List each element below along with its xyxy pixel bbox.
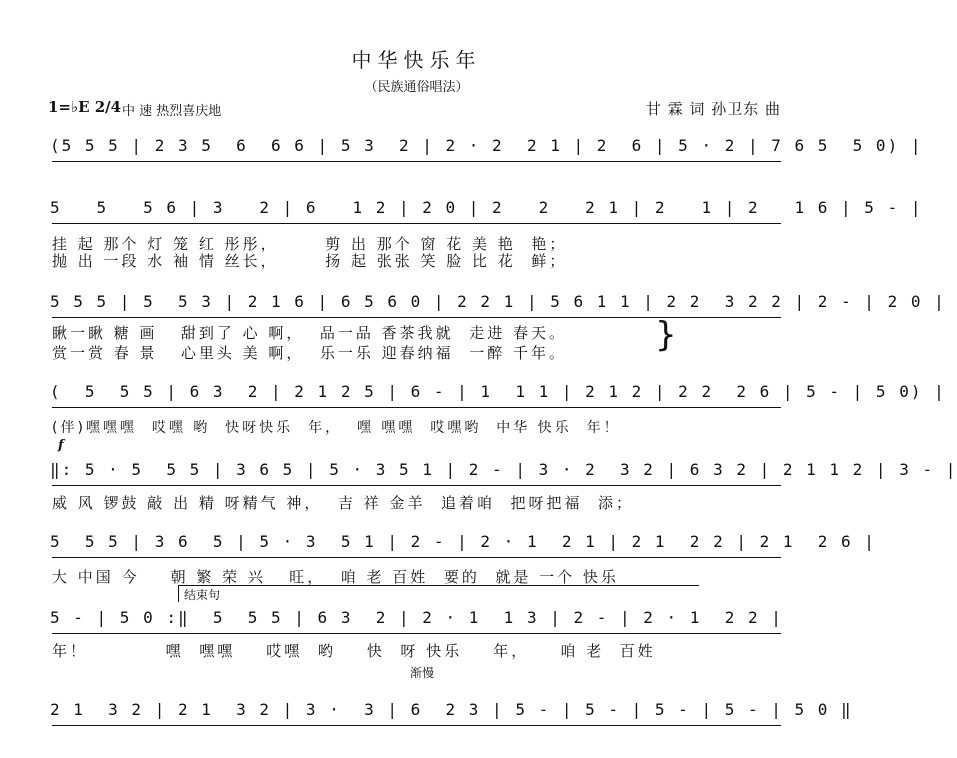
notation-line-2: 5 5 5 6 | 3 2 | 6 1 2 | 2 0 | 2 2 2 1 | 2 1 | 2 1 6 | 5 - | [50,198,923,217]
score-line-1 [0,126,923,164]
song-title: 中华快乐年 [351,48,482,72]
staff-rule [52,485,781,486]
lyric-chorus: (伴)嘿嘿嘿 哎嘿 哟 快呀快乐 年， 嘿 嘿嘿 哎嘿哟 中华 快乐 年！ [52,420,621,436]
notation-line-4: ( 5 5 5 | 6 3 2 | 2 1 2 5 | 6 - | 1 1 1 | 2 1 2 | 2 2 2 6 | 5 - | 5 0) | [50,382,946,401]
credits: 甘 霖 词 孙卫东 曲 [645,100,781,118]
score-line-6 [0,522,876,560]
score-line-5 [0,450,957,488]
staff-rule [52,557,781,558]
notation-line-5: ‖: 5 · 5 5 5 | 3 6 5 | 5 · 3 5 1 | 2 - | 3 · 2 3 2 | 6 3 2 | 2 1 1 2 | 3 - | [50,460,957,479]
lyric-verse-2-line-1: 抛 出 一段 水 袖 情 丝长， 扬 起 张张 笑 脸 比 花 鲜； [52,252,568,270]
notation-line-6: 5 5 5 | 3 6 5 | 5 · 3 5 1 | 2 - | 2 · 1 2 1 | 2 1 2 2 | 2 1 2 6 | [50,532,876,551]
tempo-marking: 中 速 热烈喜庆地 [122,104,222,119]
staff-rule [52,161,781,162]
score-line-7 [0,598,833,636]
ritardando-label: 渐慢 [410,666,435,680]
key-signature: 1=♭E 2/4 [48,98,122,116]
notation-line-1: (5 5 5 | 2 3 5 6 6 6 | 5 3 2 | 2 · 2 2 1 | 2 6 | 5 · 2 | 7 6 5 5 0) | [50,136,923,155]
lyric-line-5: 威 风 锣鼓 敲 出 精 呀精气 神， 吉 祥 金羊 追着咱 把呀把福 添； [52,494,635,512]
lyric-line-7: 年！ 嘿 嘿嘿 哎嘿 哟 快 呀 快乐 年， 咱 老 百姓 [52,642,656,660]
lyric-verse-2-line-2: 赏一赏 春 景 心里头 美 啊， 乐一乐 迎春纳福 一醉 千年。 [52,344,567,362]
lyric-verse-1-line-2: 瞅一瞅 糖 画 甜到了 心 啊， 品一品 香茶我就 走进 春天。 [52,324,567,342]
staff-rule [52,223,781,224]
notation-line-7: 5 - | 5 0 :‖ 5 5 5 | 6 3 2 | 2 · 1 1 3 | 2 - | 2 · 1 2 2 | [50,608,783,627]
staff-rule [52,725,781,726]
lyric-verse-1-line-1: 挂 起 那个 灯 笼 红 彤彤， 剪 出 那个 窗 花 美 艳 艳； [52,235,568,253]
song-subtitle: （民族通俗唱法） [364,80,469,95]
notation-line-8: 2 1 3 2 | 2 1 3 2 | 3 · 3 | 6 2 3 | 5 - | 5 - | 5 - | 5 - | 5 0 ‖ [50,700,853,719]
score-line-2 [0,188,923,226]
ending-label: 结束句 [184,588,221,602]
lyric-line-6: 大 中国 今 朝 繁 荣 兴 旺， 咱 老 百姓 要的 就是 一个 快乐 [52,568,619,586]
dynamic-mark: f [58,438,64,453]
verse-brace: } [655,315,677,355]
staff-rule [52,407,781,408]
score-line-8 [0,690,853,728]
staff-rule [52,633,781,634]
score-line-3 [0,282,946,320]
score-line-4 [0,372,946,410]
notation-line-3: 5 5 5 | 5 5 3 | 2 1 6 | 6 5 6 0 | 2 2 1 | 5 6 1 1 | 2 2 3 2 2 | 2 - | 2 0 | [50,292,946,311]
